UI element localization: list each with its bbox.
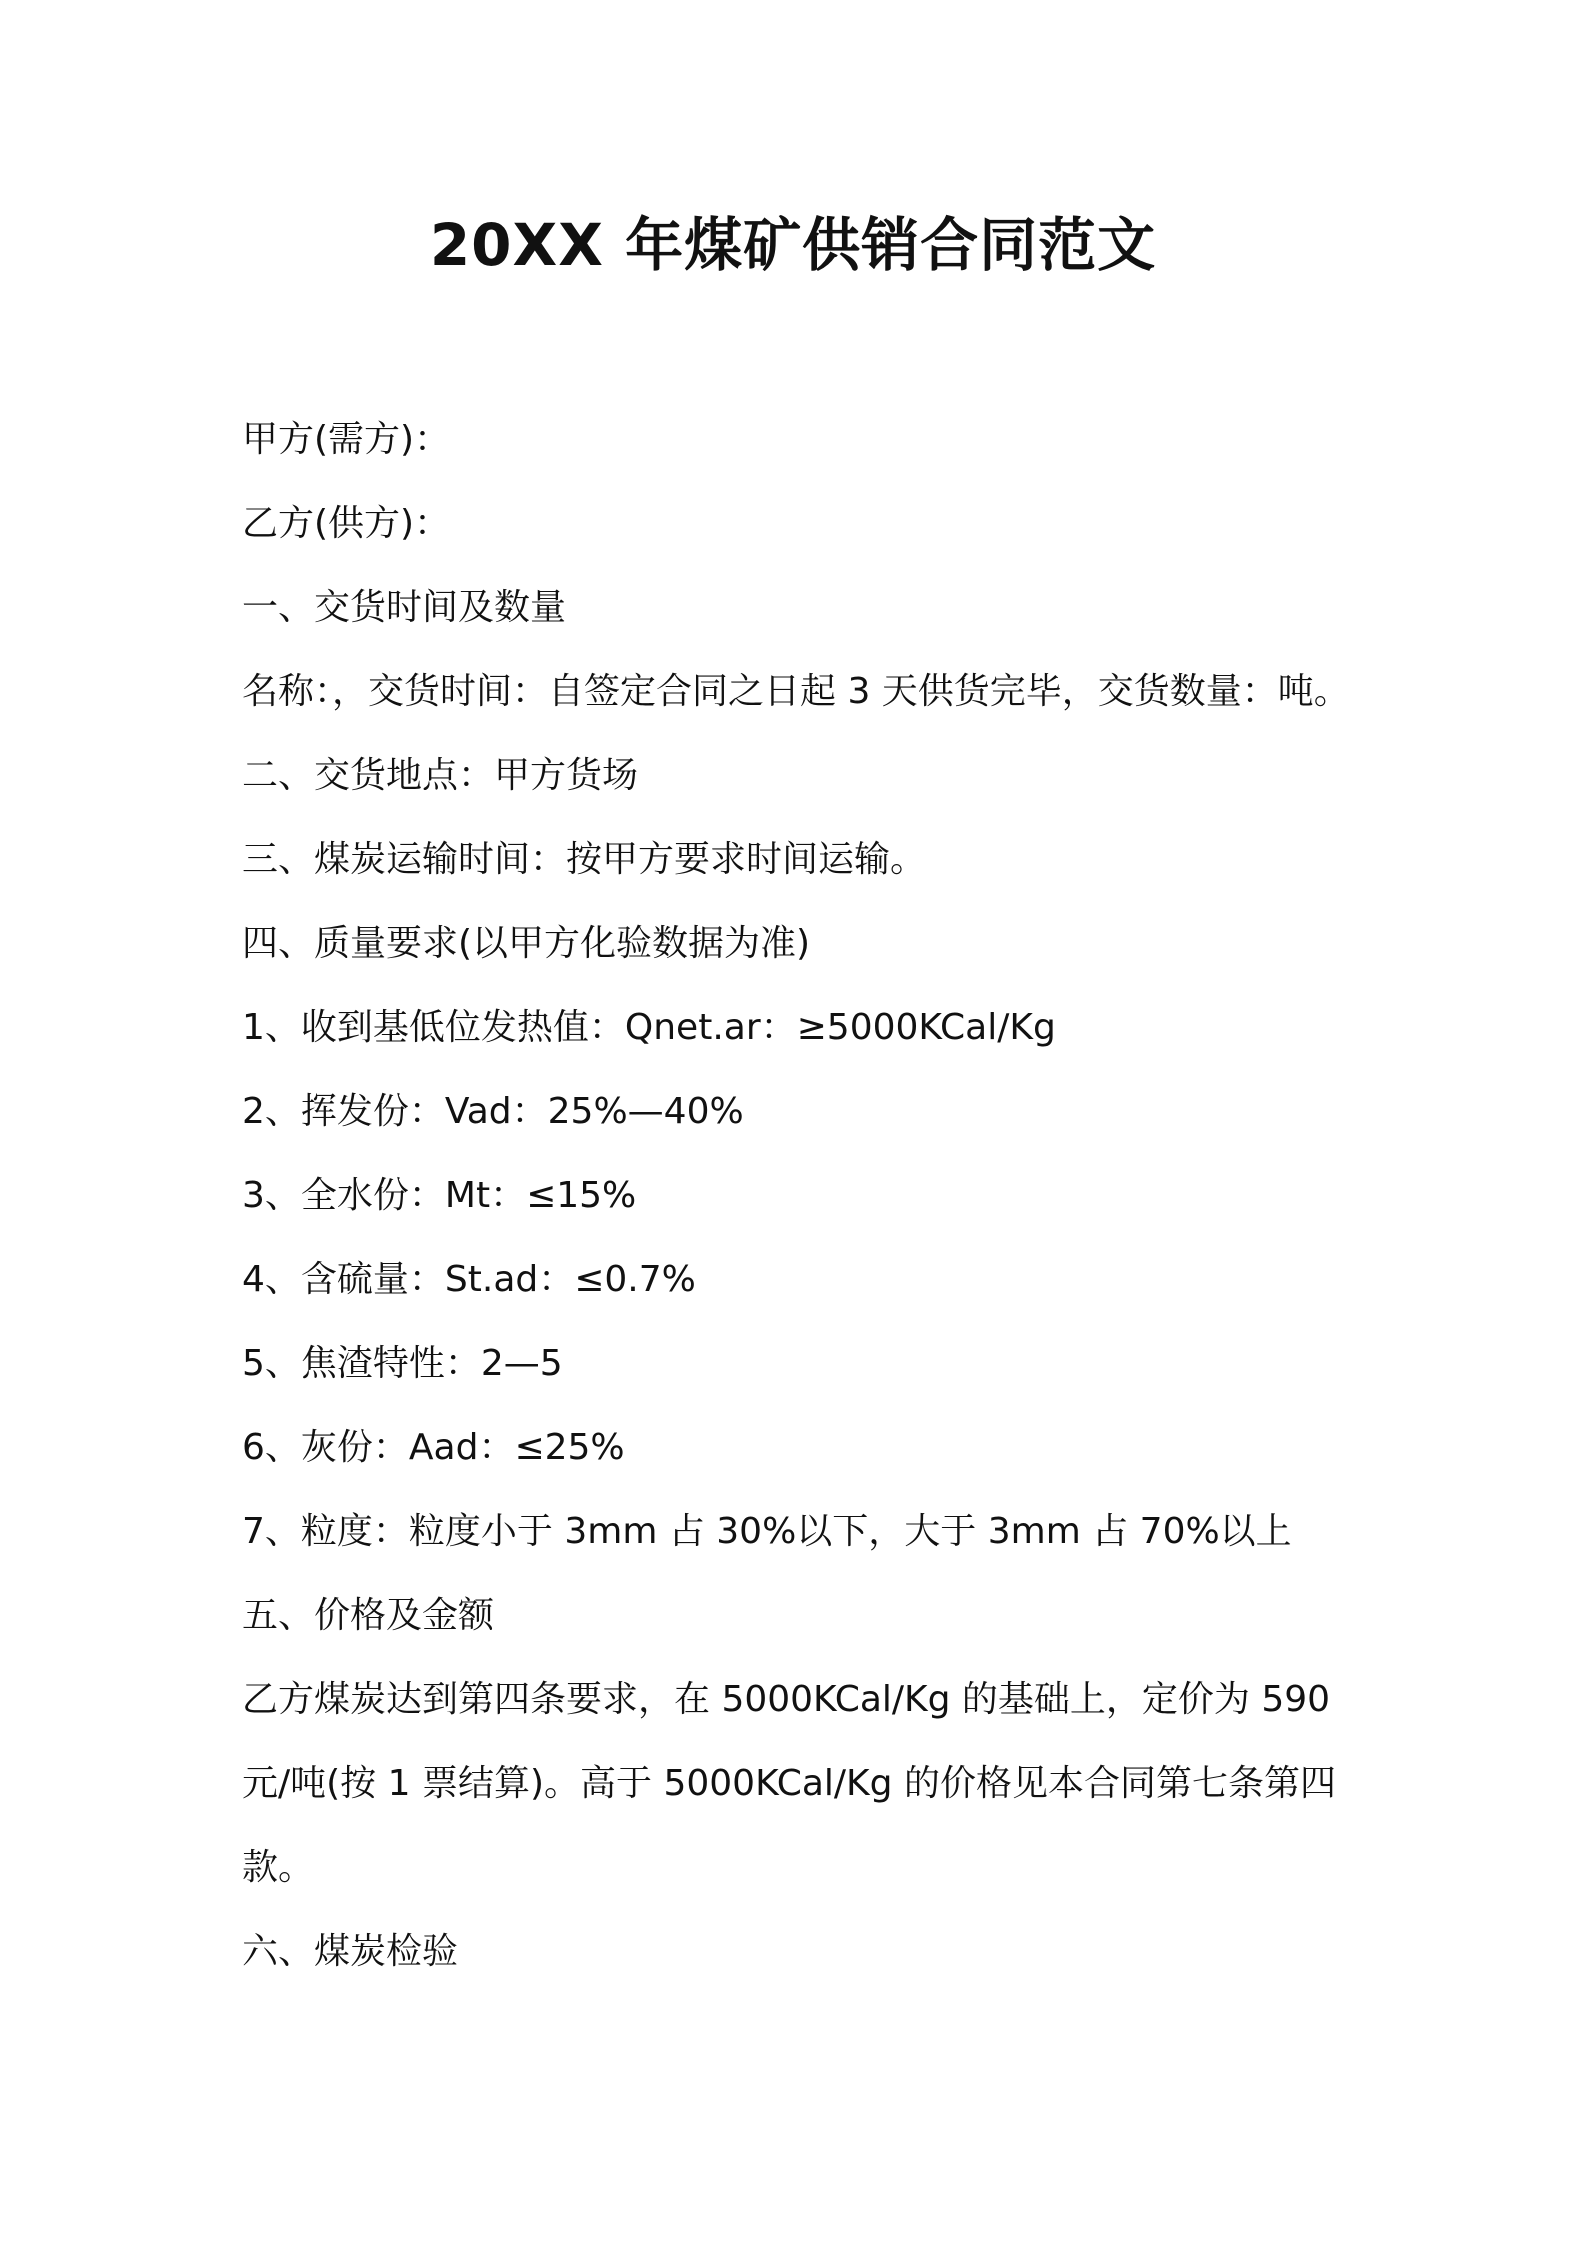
section-4-heading: 四、质量要求(以甲方化验数据为准)	[242, 923, 811, 964]
section-5-text: 元/吨(按 1 票结算)。高于 5000KCal/Kg 的价格见本合同第七条第四	[242, 1763, 1336, 1804]
quality-item: 4、含硫量：St.ad：≤0.7%	[242, 1259, 696, 1300]
quality-item: 3、全水份：Mt：≤15%	[242, 1175, 637, 1216]
party-b-line: 乙方(供方)：	[242, 503, 451, 544]
quality-item: 5、焦渣特性：2—5	[242, 1343, 563, 1384]
section-2-heading: 二、交货地点：甲方货场	[242, 755, 639, 796]
quality-item: 1、收到基低位发热值：Qnet.ar：≥5000KCal/Kg	[242, 1007, 1056, 1048]
party-a-line: 甲方(需方)：	[242, 419, 451, 460]
section-6-heading: 六、煤炭检验	[242, 1931, 459, 1972]
quality-item: 2、挥发份：Vad：25%—40%	[242, 1091, 744, 1132]
section-1-heading: 一、交货时间及数量	[242, 587, 567, 628]
quality-item: 6、灰份：Aad：≤25%	[242, 1427, 625, 1468]
section-5-heading: 五、价格及金额	[242, 1595, 495, 1636]
section-3-heading: 三、煤炭运输时间：按甲方要求时间运输。	[242, 839, 927, 880]
quality-item: 7、粒度：粒度小于 3mm 占 30%以下，大于 3mm 占 70%以上	[242, 1511, 1292, 1552]
section-5-text: 乙方煤炭达到第四条要求，在 5000KCal/Kg 的基础上，定价为 590	[242, 1679, 1331, 1720]
section-1-text: 名称：，交货时间：自签定合同之日起 3 天供货完毕，交货数量：吨。	[242, 671, 1350, 712]
document-title: 20XX 年煤矿供销合同范文	[429, 211, 1157, 279]
section-5-text: 款。	[242, 1847, 315, 1888]
document-body	[242, 398, 1382, 1994]
